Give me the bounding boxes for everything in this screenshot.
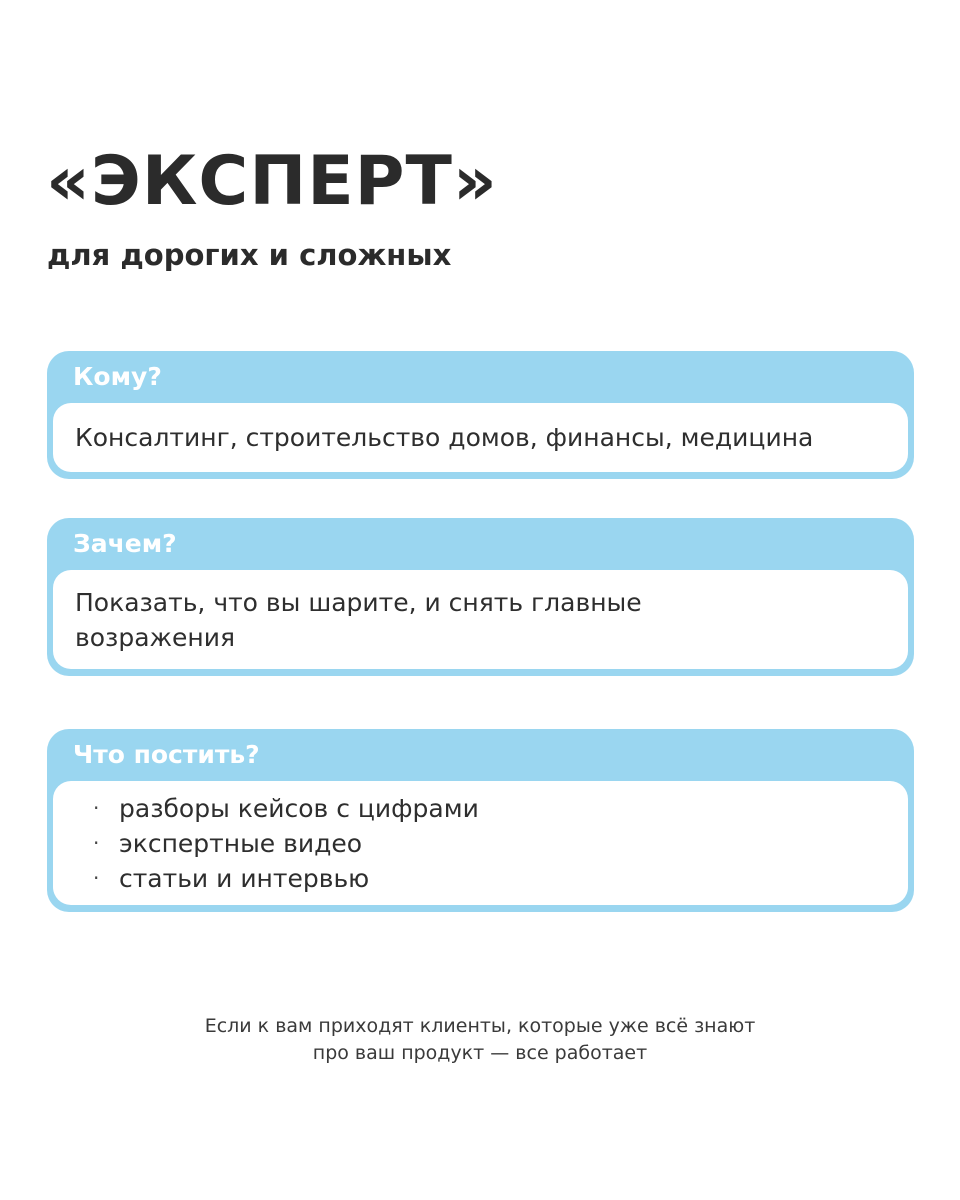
list-item-text: разборы кейсов с цифрами: [119, 794, 479, 823]
list-item-text: статьи и интервью: [119, 864, 370, 893]
page-title: «ЭКСПЕРТ»: [46, 142, 498, 221]
card-body: [53, 781, 908, 905]
post-ideas-list: [75, 791, 886, 896]
card-who: [47, 351, 914, 479]
card-what-to-post: [47, 729, 914, 912]
card-body: [53, 403, 908, 472]
list-item: [75, 791, 886, 826]
card-label: Кому?: [73, 362, 162, 391]
card-text: Показать, что вы шарите, и снять главные возражения: [75, 587, 642, 652]
bullet-dot-icon: ·: [93, 831, 100, 855]
card-label: Что постить?: [73, 740, 260, 769]
bullet-dot-icon: ·: [93, 866, 100, 890]
card-body: [53, 570, 908, 669]
card-label: Зачем?: [73, 529, 177, 558]
card-text: Консалтинг, строительство домов, финансы, медицина: [75, 423, 814, 452]
footer-line: Если к вам приходят клиенты, которые уже всё знают: [204, 1015, 756, 1037]
bullet-dot-icon: ·: [93, 796, 100, 820]
footer-note: [0, 1013, 960, 1067]
list-item: [75, 861, 886, 896]
card-why: [47, 518, 914, 676]
list-item: [75, 826, 886, 861]
footer-line: про ваш продукт — все работает: [312, 1042, 648, 1064]
list-item-text: экспертные видео: [119, 829, 363, 858]
page-subtitle: для дорогих и сложных: [47, 238, 452, 272]
